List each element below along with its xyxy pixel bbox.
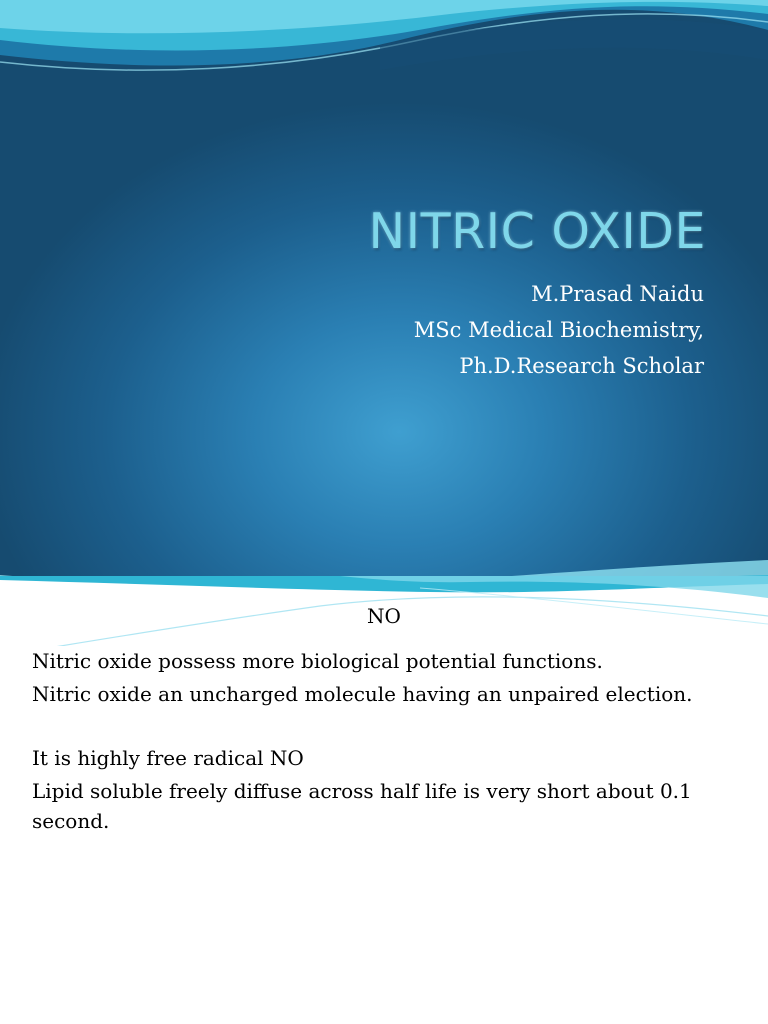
content-heading: NO [367, 604, 401, 628]
paragraph-3: It is highly free radical NO [32, 746, 304, 770]
content-slide [0, 576, 768, 1024]
slide-title: NITRIC OXIDE [368, 203, 706, 260]
author-position: Ph.D.Research Scholar [459, 354, 704, 378]
paragraph-2: Nitric oxide an uncharged molecule having an unpaired election. [32, 682, 693, 706]
author-block [414, 276, 704, 384]
paragraph-4: Lipid soluble freely diffuse across half life is very short about 0.1 second. [32, 779, 692, 833]
author-degree: MSc Medical Biochemistry, [413, 318, 704, 342]
content-body [32, 646, 752, 839]
author-name: M.Prasad Naidu [531, 282, 704, 306]
paragraph-1: Nitric oxide possess more biological potential functions. [32, 649, 603, 673]
